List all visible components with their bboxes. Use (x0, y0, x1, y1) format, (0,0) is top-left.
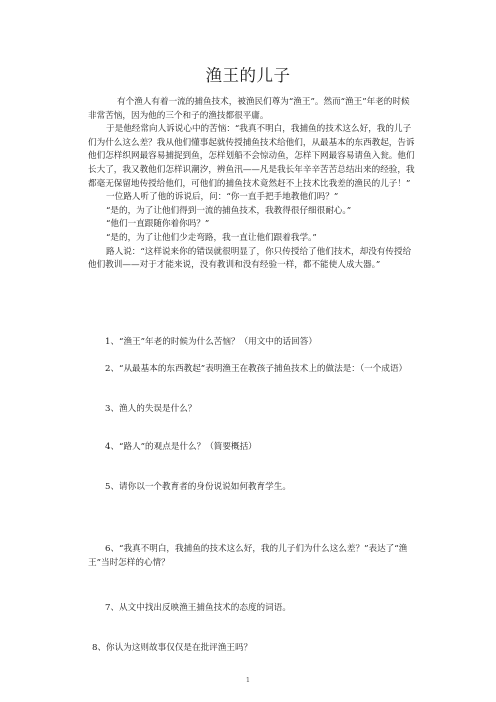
story-paragraph: 于是他经常向人诉说心中的苦恼：“我真不明白，我捕鱼的技术这么好，我的儿子们为什么这么差？我从他们懂事起就传授捕鱼技术给他们，从最基本的东西教起，告诉他们怎样织网最容易捕捉到鱼，怎样划船不会惊动鱼，怎样下网最容易请鱼入瓮。他们长大了，我又教他们怎样识潮汐，辨鱼汛——凡是我长年辛辛苦苦总结出来的经验，我都毫无保留地传授给他们，可他们的捕鱼技术竟然赶不上技术比我差的渔民的儿子！” (88, 124, 415, 189)
story-paragraph: 有个渔人有着一流的捕鱼技术，被渔民们尊为“渔王”。然而“渔王”年老的时候非常苦恼，因为他的三个和子的渔技都很平庸。 (88, 97, 410, 121)
story-body (88, 96, 418, 273)
question-text: 7、从文中找出反映渔王捕鱼技术的态度的词语。 (105, 603, 291, 613)
story-paragraph: “是的，为了让他们少走弯路，我一直让他们跟着我学。” (106, 232, 317, 243)
question-text: 5、请你以一个教育者的身份说说如何教育学生。 (105, 482, 291, 492)
question-text: 3、渔人的失误是什么？ (105, 404, 197, 414)
question-4 (88, 441, 418, 455)
question-text: 1、“渔王”年老的时候为什么苦恼？（用文中的话回答） (105, 337, 317, 347)
story-paragraph: “是的，为了让他们得到一流的捕鱼技术，我教得很仔细很耐心。” (106, 205, 352, 216)
question-6 (88, 543, 418, 570)
question-1 (88, 336, 418, 350)
story-paragraph: 一位路人听了他的诉说后，问：“你一直手把手地教他们吗？” (106, 192, 339, 203)
question-text: 2、“从最基本的东西教起”表明渔王在教孩子捕鱼技术上的做法是：（一个成语） (105, 364, 408, 374)
page-number: 1 (245, 676, 251, 684)
question-7 (88, 602, 418, 616)
story-paragraph: 路人说：“这样说来你的错误就很明显了，你只传授给了他们技术，却没有传授给他们教训——对于才能来说，没有教训和没有经验一样，都不能使人成大器。” (88, 246, 412, 271)
question-8 (92, 642, 422, 656)
question-text: 8、你认为这则故事仅仅是在批评渔王吗？ (92, 643, 253, 653)
story-paragraph: “他们一直跟随你着你吗？” (106, 219, 210, 230)
question-2 (88, 363, 418, 377)
question-3 (88, 403, 418, 417)
question-5 (88, 481, 418, 495)
document-title: 渔王的儿子 (205, 66, 291, 85)
question-text: 6、“我真不明白，我捕鱼的技术这么好，我的儿子们为什么这么差？”表达了“渔王”当时怎样的心情？ (88, 544, 408, 568)
question-text: 4、“路人”的观点是什么？（简要概括） (105, 442, 257, 452)
